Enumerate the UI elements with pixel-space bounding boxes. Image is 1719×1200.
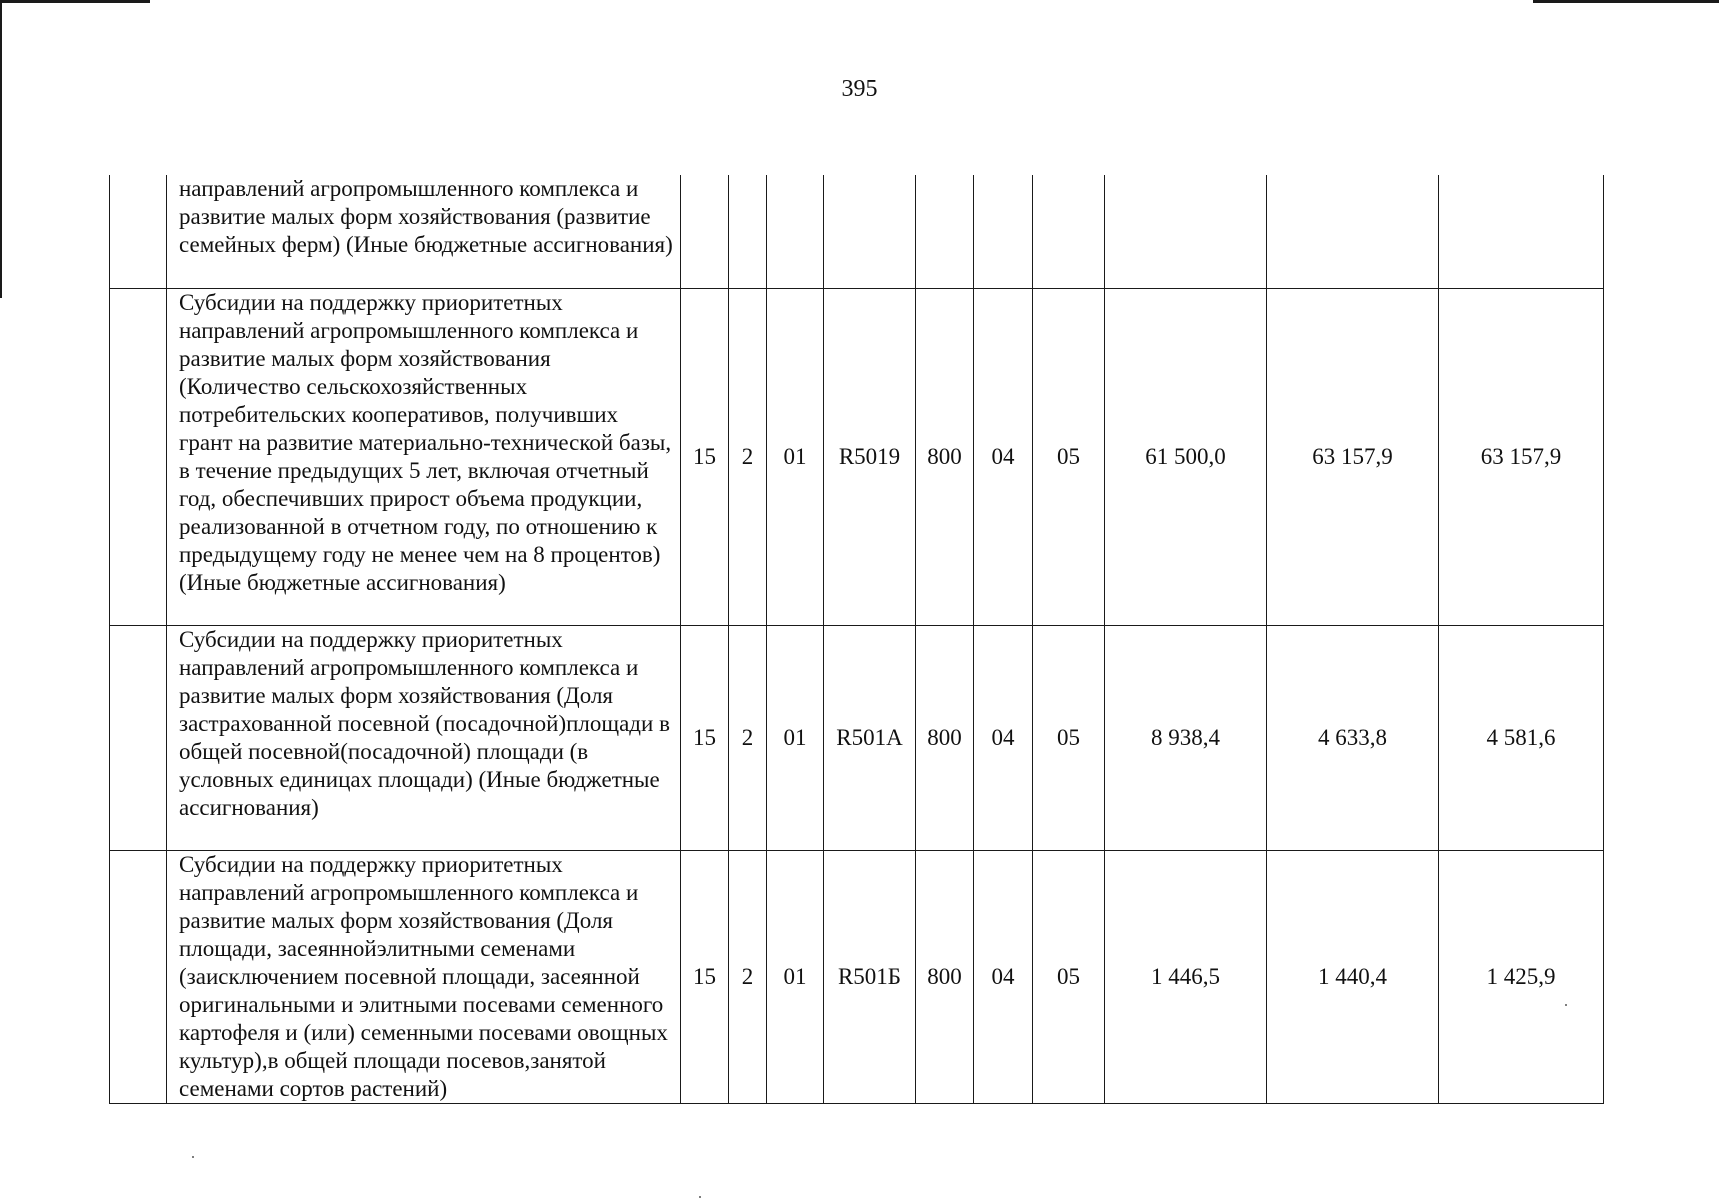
amount-year-2-cell: 4 633,8 bbox=[1267, 625, 1439, 850]
section-cell bbox=[974, 175, 1033, 288]
direction-code-cell: R501А bbox=[824, 625, 916, 850]
row-number-cell bbox=[110, 288, 167, 625]
expense-type-cell: 800 bbox=[916, 288, 974, 625]
description-cell: Субсидии на поддержку приоритетных направлений агропромышленного комплекса и развитие малых форм хозяйствования (Количество сельскохозяйственных потребительских кооперативов, получивших грант на развитие материально-технической базы, в течение предыдущих 5 лет, включая отчетный год, обеспечивших прирост объема продукции, реализованной в отчетном году, по отношению к предыдущему году не менее чем на 8 процентов) (Иные бюджетные ассигнования) bbox=[167, 288, 681, 625]
description-cell: направлений агропромышленного комплекса и развитие малых форм хозяйствования (развитие семейных ферм) (Иные бюджетные ассигнования) bbox=[167, 175, 681, 288]
amount-year-1-cell: 61 500,0 bbox=[1105, 288, 1267, 625]
subprogram-code-cell: 2 bbox=[729, 625, 767, 850]
description-cell: Субсидии на поддержку приоритетных направлений агропромышленного комплекса и развитие малых форм хозяйствования (Доля застрахованной посевной (посадочной)площади в общей посевной(посадочной) площади (в условных единицах площади) (Иные бюджетные ассигнования) bbox=[167, 625, 681, 850]
amount-year-3-cell bbox=[1439, 175, 1604, 288]
description-cell: Субсидии на поддержку приоритетных направлений агропромышленного комплекса и развитие малых форм хозяйствования (Доля площади, засеяннойэлитными семенами (заисключением посевной площади, засеянной оригинальными и элитными посевами семенного картофеля и (или) семенными посевами овощных культур),в общей площади посевов,занятой семенами сортов растений) bbox=[167, 850, 681, 1103]
expense-type-cell bbox=[916, 175, 974, 288]
amount-year-3-cell: 4 581,6 bbox=[1439, 625, 1604, 850]
expense-type-cell: 800 bbox=[916, 850, 974, 1103]
section-cell: 04 bbox=[974, 288, 1033, 625]
table-row bbox=[110, 288, 1604, 625]
row-number-cell bbox=[110, 625, 167, 850]
amount-year-3-cell: 63 157,9 bbox=[1439, 288, 1604, 625]
program-code-cell: 15 bbox=[681, 625, 729, 850]
event-code-cell: 01 bbox=[767, 850, 824, 1103]
scan-border-top-left bbox=[0, 0, 150, 3]
subprogram-code-cell: 2 bbox=[729, 850, 767, 1103]
subprogram-code-cell: 2 bbox=[729, 288, 767, 625]
amount-year-1-cell: 8 938,4 bbox=[1105, 625, 1267, 850]
scan-speck bbox=[699, 1196, 701, 1198]
subprogram-code-cell bbox=[729, 175, 767, 288]
amount-year-3-cell: 1 425,9 bbox=[1439, 850, 1604, 1103]
event-code-cell bbox=[767, 175, 824, 288]
row-number-cell bbox=[110, 175, 167, 288]
direction-code-cell: R501Б bbox=[824, 850, 916, 1103]
scan-border-left bbox=[0, 0, 2, 298]
table-row bbox=[110, 175, 1604, 288]
amount-year-1-cell: 1 446,5 bbox=[1105, 850, 1267, 1103]
amount-year-1-cell bbox=[1105, 175, 1267, 288]
subsection-cell bbox=[1033, 175, 1105, 288]
program-code-cell bbox=[681, 175, 729, 288]
event-code-cell: 01 bbox=[767, 625, 824, 850]
row-number-cell bbox=[110, 850, 167, 1103]
page-number: 395 bbox=[841, 76, 878, 102]
budget-table bbox=[109, 175, 1604, 1104]
direction-code-cell bbox=[824, 175, 916, 288]
amount-year-2-cell bbox=[1267, 175, 1439, 288]
expense-type-cell: 800 bbox=[916, 625, 974, 850]
program-code-cell: 15 bbox=[681, 850, 729, 1103]
subsection-cell: 05 bbox=[1033, 288, 1105, 625]
section-cell: 04 bbox=[974, 625, 1033, 850]
table-row bbox=[110, 850, 1604, 1103]
event-code-cell: 01 bbox=[767, 288, 824, 625]
subsection-cell: 05 bbox=[1033, 625, 1105, 850]
scan-speck bbox=[1565, 1004, 1567, 1006]
direction-code-cell: R5019 bbox=[824, 288, 916, 625]
program-code-cell: 15 bbox=[681, 288, 729, 625]
amount-year-2-cell: 1 440,4 bbox=[1267, 850, 1439, 1103]
scan-border-top-right bbox=[1533, 0, 1719, 3]
amount-year-2-cell: 63 157,9 bbox=[1267, 288, 1439, 625]
table-row bbox=[110, 625, 1604, 850]
section-cell: 04 bbox=[974, 850, 1033, 1103]
scan-speck bbox=[192, 1156, 194, 1158]
subsection-cell: 05 bbox=[1033, 850, 1105, 1103]
